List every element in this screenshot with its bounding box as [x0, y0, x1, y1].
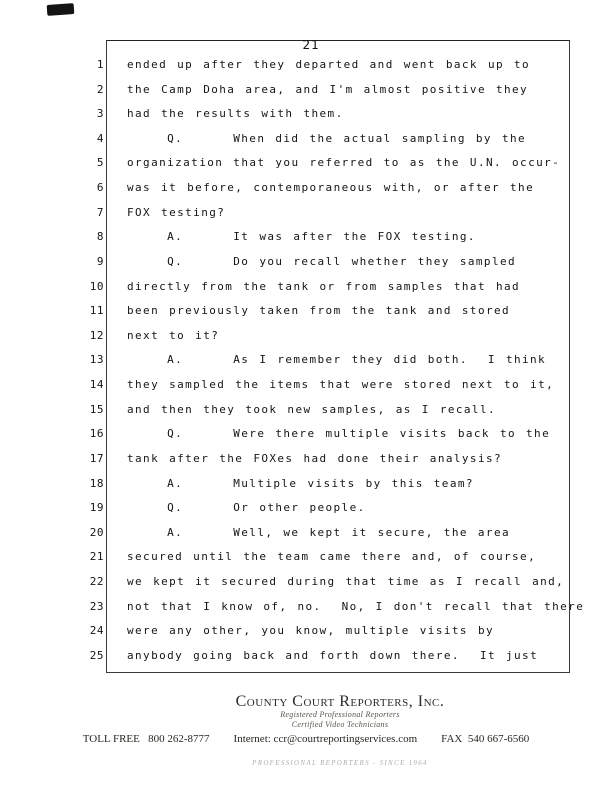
line-number: 25 [89, 648, 104, 662]
transcript-line-text: Q. When did the actual sampling by the [127, 131, 527, 145]
line-number: 6 [96, 181, 104, 195]
line-number: 24 [89, 624, 104, 638]
transcript-line-row [0, 83, 612, 101]
transcript-line-row [0, 477, 612, 495]
line-number: 22 [89, 575, 104, 589]
transcript-line-text: Q. Do you recall whether they sampled [127, 254, 517, 268]
line-number: 1 [96, 58, 104, 71]
line-number: 7 [96, 205, 104, 219]
line-number: 16 [89, 427, 104, 441]
transcript-line-row [0, 575, 612, 593]
line-number: 20 [89, 525, 104, 539]
line-number: 21 [89, 550, 104, 564]
transcript-line-text: directly from the tank or from samples that had [127, 279, 521, 293]
transcript-line-text: A. Multiple visits by this team? [127, 476, 474, 490]
transcript-line-text: was it before, contemporaneous with, or after the [127, 181, 535, 195]
line-number: 15 [89, 402, 104, 416]
transcript-line-text: organization that you referred to as the U.N. occur- [127, 156, 561, 170]
transcript-line-text: Q. Or other people. [127, 501, 366, 515]
line-number: 2 [96, 82, 104, 96]
toll-free-number: TOLL FREE 800 262-8777 [82, 733, 210, 745]
transcript-line-row [0, 206, 612, 224]
transcript-line-text: been previously taken from the tank and stored [127, 304, 511, 318]
scan-artifact-mark [47, 3, 75, 16]
line-number: 23 [89, 599, 104, 613]
transcript-line-text: A. It was after the FOX testing. [127, 230, 476, 244]
transcript-line-row [0, 353, 612, 371]
transcript-line-text: secured until the team came there and, of course, [127, 550, 537, 564]
transcript-line-row [0, 329, 612, 347]
transcript-line-text: Q. Were there multiple visits back to the [127, 427, 551, 441]
transcript-line-text: FOX testing? [127, 205, 226, 219]
transcript-line-text: ended up after they departed and went back up to [127, 58, 531, 71]
line-number: 11 [89, 304, 104, 318]
line-number: 17 [89, 451, 104, 465]
transcript-line-text: next to it? [127, 328, 220, 342]
line-number: 18 [89, 476, 104, 490]
company-tagline-video: Certified Video Technicians [291, 720, 389, 729]
internet-address: Internet: ccr@courtreportingservices.com [233, 733, 418, 745]
line-number: 9 [96, 254, 104, 268]
transcript-line-row [0, 280, 612, 298]
transcript-line-row [0, 255, 612, 273]
transcript-line-text: A. Well, we kept it secure, the area [127, 525, 510, 539]
transcript-line-row [0, 403, 612, 421]
transcript-line-text: anybody going back and forth down there. It just [127, 648, 539, 662]
transcript-line-row [0, 452, 612, 470]
transcript-line-text: and then they took new samples, as I recall. [127, 402, 496, 416]
line-number: 19 [89, 501, 104, 515]
transcript-line-text: they sampled the items that were stored next to it, [127, 378, 555, 392]
transcript-line-text: had the results with them. [127, 107, 344, 121]
footer-bottom-note: PROFESSIONAL REPORTERS - SINCE 1964 [252, 759, 428, 767]
transcript-line-row [0, 107, 612, 125]
transcript-line-row [0, 501, 612, 519]
fax-number: FAX 540 667-6560 [441, 733, 530, 745]
transcript-line-text: tank after the FOXes had done their analysis? [127, 451, 503, 465]
transcript-line-text: we kept it secured during that time as I recall and, [127, 575, 565, 589]
transcript-line-row [0, 550, 612, 568]
transcript-line-row [0, 526, 612, 544]
transcript-line-row [0, 181, 612, 199]
transcript-line-row [0, 427, 612, 445]
transcript-line-row [0, 156, 612, 174]
page-number: 21 [302, 37, 320, 52]
transcript-line-row [0, 58, 612, 76]
line-number: 13 [89, 353, 104, 367]
line-number: 5 [96, 156, 104, 170]
transcript-line-text: not that I know of, no. No, I don't recall that there [127, 599, 585, 613]
transcript-line-row [0, 230, 612, 248]
company-tagline-reporters: Registered Professional Reporters [280, 710, 400, 719]
line-number: 10 [89, 279, 104, 293]
company-name: County Court Reporters, Inc. [235, 693, 445, 710]
transcript-line-row [0, 132, 612, 150]
line-number: 8 [96, 230, 104, 244]
line-number: 12 [89, 328, 104, 342]
transcript-line-text: A. As I remember they did both. I think [127, 353, 547, 367]
transcript-line-text: were any other, you know, multiple visits by [127, 624, 494, 638]
transcript-line-text: the Camp Doha area, and I'm almost positive they [127, 82, 529, 96]
transcript-line-row [0, 624, 612, 642]
transcript-line-row [0, 600, 612, 618]
line-number: 4 [96, 131, 104, 145]
transcript-line-row [0, 649, 612, 667]
transcript-line-row [0, 378, 612, 396]
line-number: 14 [89, 378, 104, 392]
contact-line [0, 733, 612, 745]
transcript-line-row [0, 304, 612, 322]
line-number: 3 [96, 107, 104, 121]
